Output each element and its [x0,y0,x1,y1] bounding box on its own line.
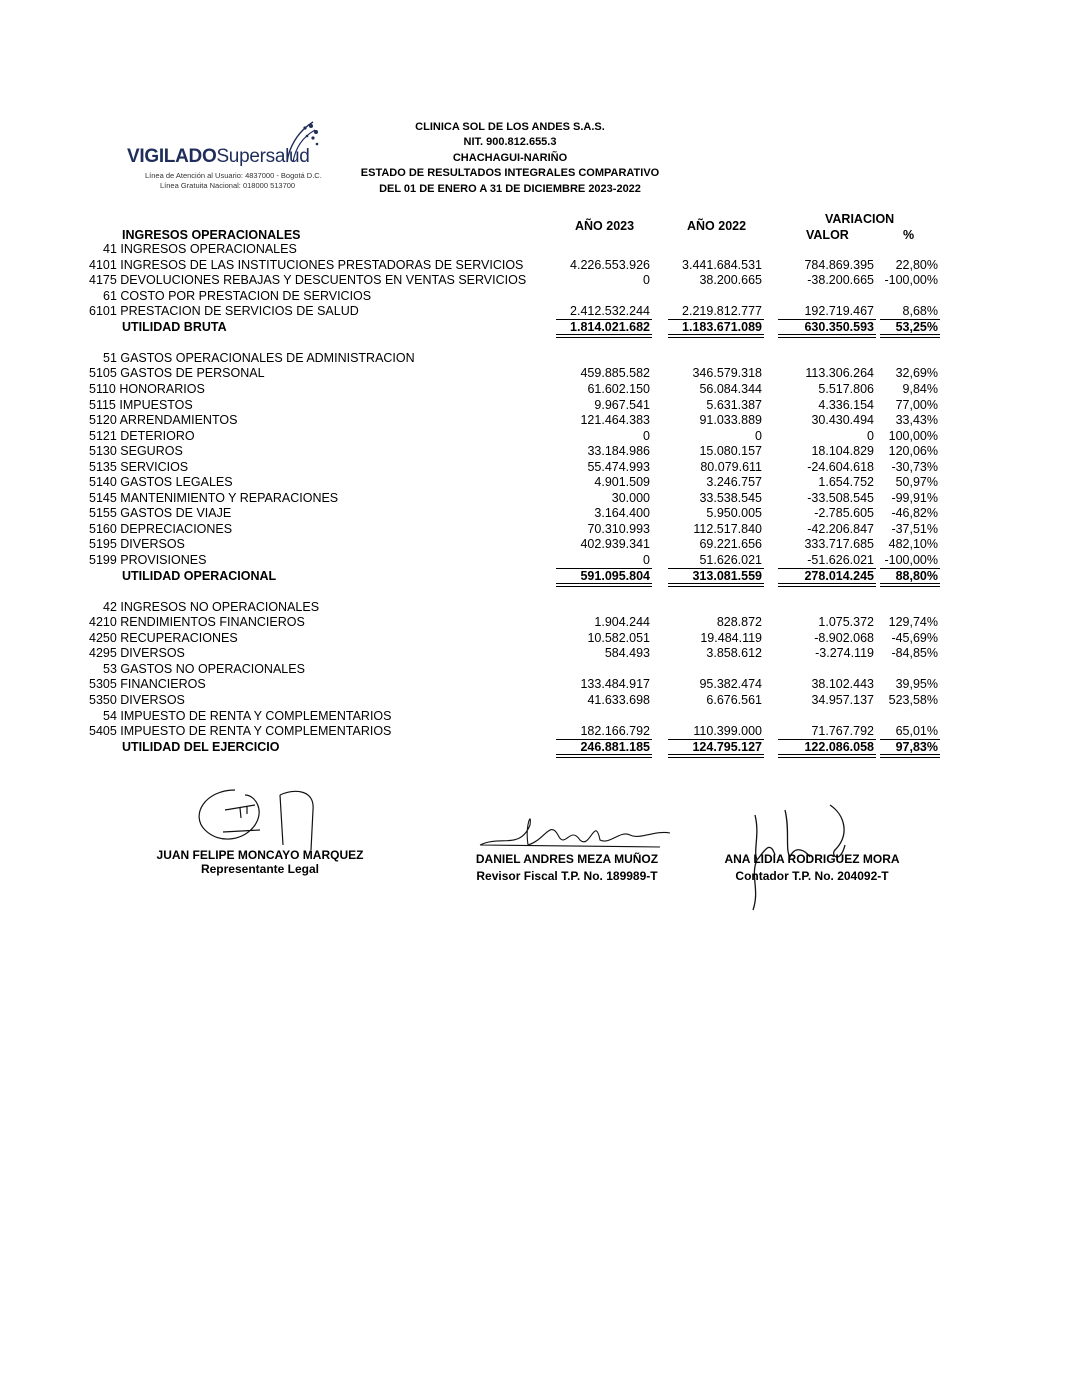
variation-percent: 53,25% [895,319,938,334]
table-row [0,646,1072,662]
total-double-rule [778,754,876,758]
variation-value: -51.626.021 [807,553,874,567]
value-2022: 110.399.000 [693,724,762,739]
value-2023: 459.885.582 [580,366,650,381]
column-header-percent: % [903,228,915,242]
value-2023: 2.412.532.244 [570,304,650,319]
value-2023: 0 [643,553,650,567]
value-2022: 95.382.474 [699,677,762,692]
accountant-name: ANA LIDIA RODRIGUEZ MORA [724,852,900,866]
value-2022: 5.631.387 [706,397,762,412]
variation-value: -42.206.847 [807,521,874,536]
variation-value: 278.014.245 [804,568,874,583]
value-2022: 6.676.561 [706,692,762,707]
variation-value: -8.902.068 [814,630,874,645]
value-2022: 80.079.611 [700,459,762,474]
logo-line-1: Línea de Atención al Usuario: 4837000 - Bogotá D.C. [145,171,322,180]
row-label: 5305 FINANCIEROS [89,677,206,692]
variation-percent: 523,58% [888,692,938,707]
value-2022: 3.858.612 [706,646,762,661]
row-label: 5105 GASTOS DE PERSONAL [89,366,265,381]
variation-value: 71.767.792 [811,724,874,739]
variation-percent: 39,95% [895,677,938,692]
value-2023: 41.633.698 [587,692,650,707]
section-heading: INGRESOS OPERACIONALES [122,228,301,242]
value-2022: 33.538.545 [699,490,762,505]
variation-percent: 129,74% [888,615,938,630]
row-label: 5199 PROVISIONES [89,553,207,567]
variation-percent: -46,82% [891,506,938,521]
value-2022: 112.517.840 [693,521,762,536]
table-row [0,693,1072,709]
value-2023: 121.464.383 [580,413,650,428]
variation-value: -2.785.605 [814,506,874,521]
variation-value: 192.719.467 [804,304,874,319]
table-row [0,584,1072,600]
table-row [0,569,1072,585]
value-2023: 1.904.244 [594,615,650,630]
value-2022: 3.246.757 [706,475,762,490]
value-2023: 133.484.917 [580,677,650,692]
row-label: 5115 IMPUESTOS [89,397,193,412]
table-row [0,740,1072,756]
row-label: 4210 RENDIMIENTOS FINANCIEROS [89,615,305,630]
variation-value: 113.306.264 [805,366,874,381]
signature-block-auditor [472,852,662,883]
row-label: 5130 SEGUROS [89,444,183,459]
auditor-role: Revisor Fiscal T.P. No. 189989-T [476,869,658,883]
variation-value: 18.104.829 [811,444,874,459]
table-row [0,491,1072,507]
row-label: 5160 DEPRECIACIONES [89,521,233,536]
table-row [0,413,1072,429]
table-row [0,335,1072,351]
row-label: 4175 DEVOLUCIONES REBAJAS Y DESCUENTOS EN VENTAS SERVICIOS [89,273,527,288]
value-2022: 124.795.127 [692,739,762,754]
total-double-rule [556,754,652,758]
legal-representative-role: Representante Legal [200,862,320,876]
row-label: 42 INGRESOS NO OPERACIONALES [103,599,320,614]
table-row [0,506,1072,522]
variation-value: 5.517.806 [818,381,874,396]
value-2022: 51.626.021 [699,553,762,567]
table-row [0,553,1072,569]
value-2022: 91.033.889 [699,413,762,428]
company-name: CLINICA SOL DE LOS ANDES S.A.S. [415,121,605,133]
row-label: 5405 IMPUESTO DE RENTA Y COMPLEMENTARIOS [89,724,392,739]
table-row [0,444,1072,460]
value-2022: 1.183.671.089 [682,319,762,334]
total-double-rule [880,754,940,758]
variation-value: 0 [867,428,874,443]
logo-wordmark: VIGILADOSupersalud [127,146,310,167]
value-2022: 38.200.665 [699,273,762,288]
value-2023: 402.939.341 [580,537,650,552]
signature-block-legal [150,848,370,876]
table-row [0,351,1072,367]
column-header-value: VALOR [806,228,849,242]
value-2023: 591.095.804 [580,568,650,583]
table-row [0,382,1072,398]
variation-percent: 88,80% [895,568,938,583]
value-2022: 0 [755,428,762,443]
table-row [0,662,1072,678]
value-2022: 828.872 [716,615,762,630]
variation-value: 30.430.494 [811,413,874,428]
row-label: 4295 DIVERSOS [89,646,185,661]
variation-percent: -84,85% [891,646,938,661]
variation-percent: 22,80% [895,257,938,272]
legal-representative-name: JUAN FELIPE MONCAYO MARQUEZ [156,848,364,862]
table-row [0,429,1072,445]
table-row [0,320,1072,336]
total-double-rule [668,754,764,758]
row-label: UTILIDAD DEL EJERCICIO [122,739,280,754]
column-header-2023: AÑO 2023 [575,219,635,233]
row-label: 5121 DETERIORO [89,428,195,443]
row-label: 5145 MANTENIMIENTO Y REPARACIONES [89,490,339,505]
table-row [0,615,1072,631]
variation-value: 38.102.443 [811,677,874,692]
value-2022: 19.484.119 [700,630,762,645]
table-row [0,475,1072,491]
table-row [0,304,1072,320]
document-header [300,120,720,197]
table-row [0,258,1072,274]
variation-value: -38.200.665 [807,273,874,288]
row-label: 5140 GASTOS LEGALES [89,475,233,490]
row-label: UTILIDAD BRUTA [122,319,227,334]
variation-percent: 9,84% [902,381,938,396]
row-label: 5195 DIVERSOS [89,537,185,552]
variation-percent: 32,69% [895,366,938,381]
value-2022: 346.579.318 [692,366,762,381]
row-label: 5110 HONORARIOS [89,381,205,396]
value-2023: 30.000 [611,490,650,505]
value-2022: 313.081.559 [692,568,762,583]
table-row [0,709,1072,725]
value-2023: 1.814.021.682 [570,319,650,334]
variation-value: 4.336.154 [818,397,874,412]
variation-percent: 77,00% [895,397,938,412]
value-2023: 3.164.400 [594,506,650,521]
value-2022: 69.221.656 [699,537,762,552]
company-city: CHACHAGUI-NARIÑO [452,151,568,164]
value-2023: 4.901.509 [594,475,650,490]
value-2023: 246.881.185 [580,739,650,754]
variation-percent: 50,97% [895,475,938,490]
table-row [0,366,1072,382]
value-2023: 584.493 [604,646,650,661]
table-row [0,537,1072,553]
logo-line-2: Línea Gratuita Nacional: 018000 513700 [160,181,296,190]
row-label: 6101 PRESTACION DE SERVICIOS DE SALUD [89,304,359,319]
variation-value: 784.869.395 [804,257,874,272]
value-2022: 2.219.812.777 [682,304,762,319]
variation-percent: -37,51% [891,521,938,536]
table-row [0,600,1072,616]
table-row [0,677,1072,693]
value-2022: 5.950.005 [706,506,762,521]
variation-value: 34.957.137 [811,692,874,707]
variation-value: -24.604.618 [807,459,874,474]
variation-value: -3.274.119 [815,646,874,661]
signature-block-accountant [722,852,902,883]
variation-percent: 97,83% [895,739,938,754]
value-2023: 61.602.150 [587,381,650,396]
variation-value: 122.086.058 [804,739,874,754]
variation-value: 333.717.685 [804,537,874,552]
value-2023: 0 [643,428,650,443]
table-row [0,724,1072,740]
variation-percent: -100,00% [884,553,938,567]
row-label: 5120 ARRENDAMIENTOS [89,413,238,428]
variation-value: -33.508.545 [807,490,874,505]
value-2023: 10.582.051 [587,630,650,645]
row-label: 54 IMPUESTO DE RENTA Y COMPLEMENTARIOS [103,708,392,723]
variation-percent: -99,91% [891,490,938,505]
row-label: 5155 GASTOS DE VIAJE [89,506,232,521]
column-header-2022: AÑO 2022 [687,219,747,233]
variation-percent: 8,68% [902,304,938,319]
variation-percent: 120,06% [888,444,938,459]
table-row [0,273,1072,289]
value-2023: 4.226.553.926 [570,257,650,272]
column-header-variation: VARIACION [825,212,895,226]
value-2022: 3.441.684.531 [682,257,762,272]
table-row [0,631,1072,647]
value-2023: 9.967.541 [594,397,650,412]
company-nit: NIT. 900.812.655.3 [463,136,557,149]
variation-percent: 482,10% [888,537,938,552]
statement-title: ESTADO DE RESULTADOS INTEGRALES COMPARATIVO [360,167,660,180]
table-row [0,460,1072,476]
row-label: 5350 DIVERSOS [89,692,185,707]
variation-percent: -100,00% [884,273,938,288]
row-label: 53 GASTOS NO OPERACIONALES [103,661,305,676]
variation-percent: -45,69% [891,630,938,645]
row-label: 4250 RECUPERACIONES [89,630,238,645]
table-row [0,398,1072,414]
value-2023: 182.166.792 [580,724,650,739]
variation-value: 630.350.593 [804,319,874,334]
value-2023: 33.184.986 [587,444,650,459]
table-row [0,242,1072,258]
row-label: 41 INGRESOS OPERACIONALES [103,242,297,256]
value-2023: 0 [643,273,650,288]
row-label: 61 COSTO POR PRESTACION DE SERVICIOS [103,288,372,303]
value-2022: 56.084.344 [699,381,762,396]
supersalud-logo [125,118,325,196]
variation-percent: -30,73% [891,459,938,474]
value-2023: 55.474.993 [587,459,650,474]
variation-value: 1.654.752 [818,475,874,490]
table-row [0,289,1072,305]
row-label: 5135 SERVICIOS [89,459,189,474]
value-2023: 70.310.993 [587,521,650,536]
row-label: UTILIDAD OPERACIONAL [122,568,277,583]
variation-percent: 65,01% [895,724,938,739]
variation-percent: 100,00% [888,428,938,443]
row-label: 4101 INGRESOS DE LAS INSTITUCIONES PRESTADORAS DE SERVICIOS [89,257,524,272]
table-row [0,522,1072,538]
statement-period: DEL 01 DE ENERO A 31 DE DICIEMBRE 2023-2022 [379,182,641,195]
variation-value: 1.075.372 [818,615,874,630]
auditor-name: DANIEL ANDRES MEZA MUÑOZ [475,852,659,866]
row-label: 51 GASTOS OPERACIONALES DE ADMINISTRACION [103,350,415,365]
variation-percent: 33,43% [895,413,938,428]
accountant-role: Contador T.P. No. 204092-T [735,869,889,883]
value-2022: 15.080.157 [699,444,762,459]
